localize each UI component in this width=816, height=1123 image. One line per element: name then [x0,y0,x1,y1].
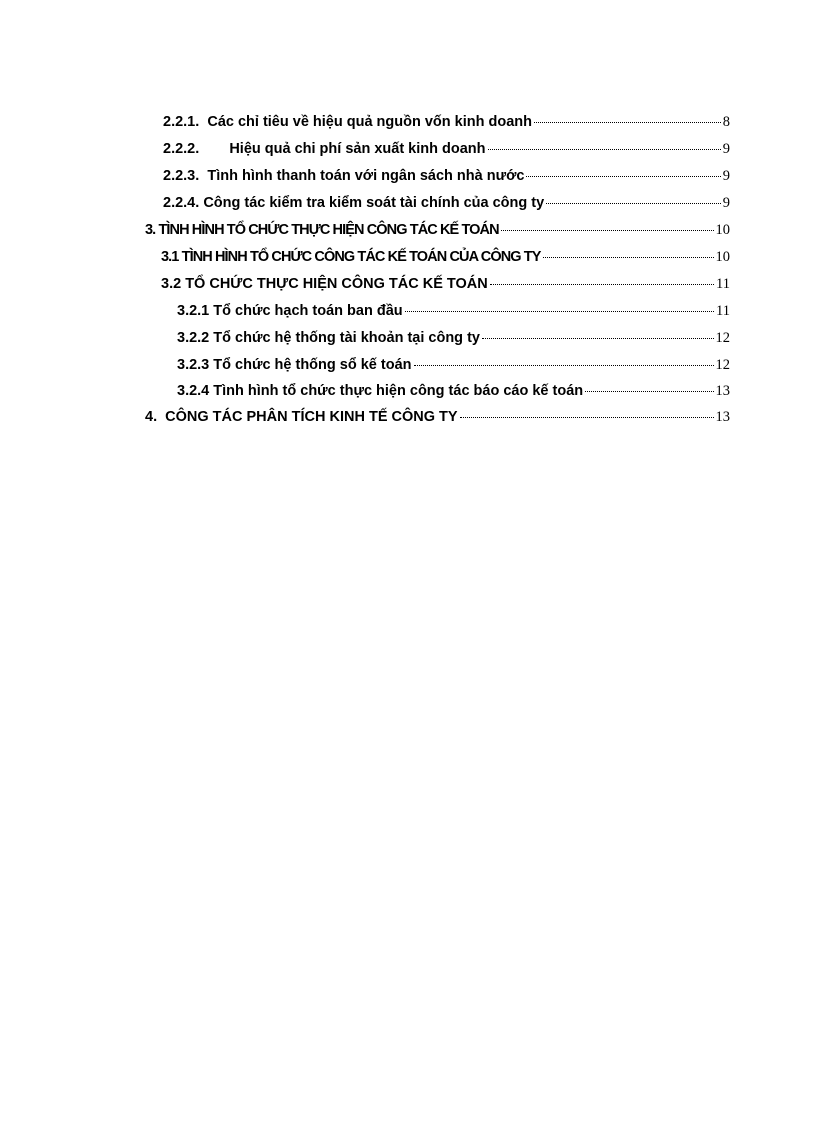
toc-dot-leader [543,257,714,258]
toc-entry-label [177,383,583,399]
toc-entry-title: Công tác kiểm tra kiểm soát tài chính của công ty [203,195,545,211]
toc-entry-label [163,141,486,157]
toc-entry-4[interactable] [145,409,730,429]
toc-entry-number: 3.2.2 [177,330,210,346]
toc-entry-title: Hiệu quả chi phí sản xuất kinh doanh [229,141,486,157]
toc-entry-page: 10 [715,222,730,238]
toc-entry-label [161,249,541,265]
toc-entry-number: 3. [145,222,156,238]
toc-dot-leader [501,230,714,231]
toc-entry-title: TỔ CHỨC THỰC HIỆN CÔNG TÁC KẾ TOÁN [185,276,488,292]
toc-entry-page: 12 [715,357,730,373]
toc-entry-title: Tổ chức hệ thống sổ kế toán [213,357,412,373]
toc-entry-number: 3.2.1 [177,303,210,319]
toc-dot-leader [488,149,721,150]
toc-entry-label [145,409,458,425]
toc-entry-2-2-3[interactable] [163,168,730,188]
toc-dot-leader [414,365,714,366]
toc-dot-leader [460,417,714,418]
toc-entry-3-2[interactable] [161,276,730,296]
toc-entry-number: 3.2 [161,276,182,292]
toc-dot-leader [585,391,713,392]
toc-entry-number: 2.2.2. [163,141,200,157]
toc-entry-3-2-4[interactable] [177,383,730,403]
toc-entry-title: TÌNH HÌNH TỔ CHỨC THỰC HIỆN CÔNG TÁC KẾ TOÁN [158,222,499,238]
toc-entry-3-2-1[interactable] [177,303,730,323]
toc-entry-page: 11 [716,276,730,292]
toc-dot-leader [482,338,714,339]
toc-entry-title: Tình hình tổ chức thực hiện công tác báo cáo kế toán [213,383,584,399]
toc-entry-page: 8 [722,114,730,130]
toc-entry-title: CÔNG TÁC PHÂN TÍCH KINH TẾ CÔNG TY [165,409,458,425]
toc-entry-page: 13 [715,409,730,425]
toc-entry-3[interactable] [145,222,730,242]
toc-entry-number: 2.2.4. [163,195,200,211]
toc-entry-3-2-2[interactable] [177,330,730,350]
toc-entry-2-2-1[interactable] [163,114,730,134]
toc-entry-3-2-3[interactable] [177,357,730,377]
toc-entry-label [145,222,499,238]
toc-entry-title: Tình hình thanh toán với ngân sách nhà nước [207,168,525,184]
toc-entry-title: Các chỉ tiêu về hiệu quả nguồn vốn kinh doanh [207,114,533,130]
toc-entry-label [177,330,480,346]
toc-entry-page: 11 [716,303,730,319]
toc-entry-page: 12 [715,330,730,346]
toc-entry-number: 3.2.3 [177,357,210,373]
toc-dot-leader [526,176,720,177]
toc-entry-3-1[interactable] [161,249,730,269]
toc-dot-leader [534,122,721,123]
toc-entry-number: 3.2.4 [177,383,210,399]
toc-entry-2-2-2[interactable] [163,141,730,161]
toc-entry-page: 10 [715,249,730,265]
toc-entry-label [177,303,403,319]
toc-entry-number: 2.2.3. [163,168,200,184]
toc-entry-label [163,114,532,130]
toc-entry-label [177,357,412,373]
toc-entry-title: Tổ chức hệ thống tài khoản tại công ty [213,330,480,346]
toc-entry-title: Tổ chức hạch toán ban đầu [213,303,403,319]
toc-dot-leader [546,203,721,204]
toc-entry-label [161,276,488,292]
toc-dot-leader [405,311,714,312]
toc-entry-label [163,168,524,184]
toc-entry-number: 2.2.1. [163,114,200,130]
toc-entry-page: 9 [722,168,730,184]
toc-entry-page: 9 [722,195,730,211]
toc-entry-number: 3.1 [161,249,179,265]
toc-entry-title: TÌNH HÌNH TỔ CHỨC CÔNG TÁC KẾ TOÁN CỦA CÔNG TY [181,249,541,265]
toc-entry-page: 9 [722,141,730,157]
toc-dot-leader [490,284,714,285]
toc-entry-number: 4. [145,409,158,425]
toc-entry-page: 13 [715,383,730,399]
toc-entry-2-2-4[interactable] [163,195,730,215]
toc-entry-label [163,195,544,211]
